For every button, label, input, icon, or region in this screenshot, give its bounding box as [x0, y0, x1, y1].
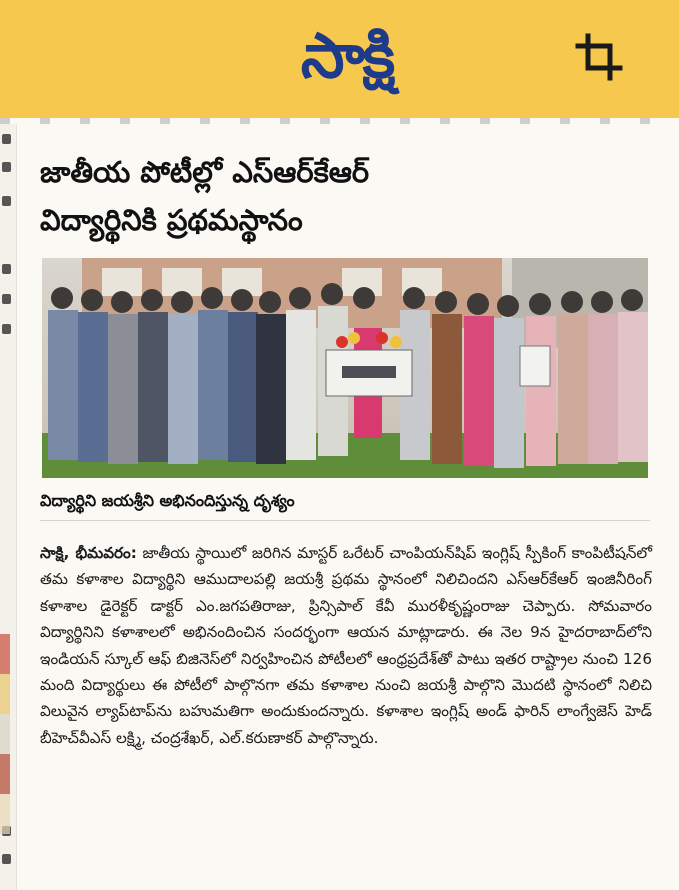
article-dateline: సాక్షి, భీమవరం:	[40, 544, 137, 562]
sakshi-logo: సాక్షి	[300, 19, 394, 92]
caption-divider	[40, 520, 650, 521]
column-strip	[0, 118, 679, 124]
crop-icon	[574, 32, 624, 82]
adjacent-column-edge	[0, 124, 17, 890]
group-photo	[42, 258, 648, 478]
headline-line-1: జాతీయ పోటీల్లో ఎస్‌ఆర్‌కేఆర్	[40, 155, 370, 189]
article-body	[40, 540, 652, 751]
headline-line-2: విద్యార్థినికి ప్రథమస్థానం	[40, 203, 303, 237]
article-body-text: జాతీయ స్థాయిలో జరిగిన మాస్టర్ ఒరేటర్ చాంపియన్‌షిప్ ఇంగ్లిష్ స్పీకింగ్ కాంపిటీషన్‌లో తమ కళాశాల విద్యార్థిని ఆముదాలపల్లి జయశ్రీ ప్రథమ స్థానంలో నిలిచిందని ఎస్‌ఆర్‌కేఆర్ ఇంజినీరింగ్ కళాశాల డైరెక్టర్ డాక్టర్ ఎం.జగపతిరాజు, ప్రిన్సిపాల్ కేవీ మురళీకృష్ణంరాజు చెప్పారు. సోమవారం విద్యార్థినిని కళాశాలలో అభినందించిన సందర్భంగా ఆయన మాట్లాడారు. ఈ నెల 9న హైదరాబాద్‌లోని ఇండియన్ స్కూల్ ఆఫ్ బిజినెస్‌లో నిర్వహించిన పోటీలలో ఆంధ్రప్రదేశ్‌తో పాటు ఇతర రాష్ట్రాల నుంచి 126 మంది విద్యార్థులు ఈ పోటీలో పాల్గొనగా తమ కళాశాల నుంచి జయశ్రీ పాల్గొని మొదటి స్థానంలో నిలిచి విలువైన ల్యాప్‌టాప్‌ను బహుమతిగా అందుకుందన్నారు. కళాశాల ఇంగ్లిష్ అండ్ ఫారిన్ లాంగ్వేజెస్ హెడ్ బీహెచ్‌వీఎస్ లక్ష్మి, చంద్రశేఖర్, ఎల్.కరుణాకర్ పాల్గొన్నారు.	[40, 544, 652, 747]
article-headline	[40, 148, 640, 244]
masthead	[0, 0, 679, 118]
crop-button[interactable]	[570, 28, 628, 86]
photo-caption: విద్యార్థిని జయశ్రీని అభినందిస్తున్న దృశ్యం	[40, 491, 295, 510]
